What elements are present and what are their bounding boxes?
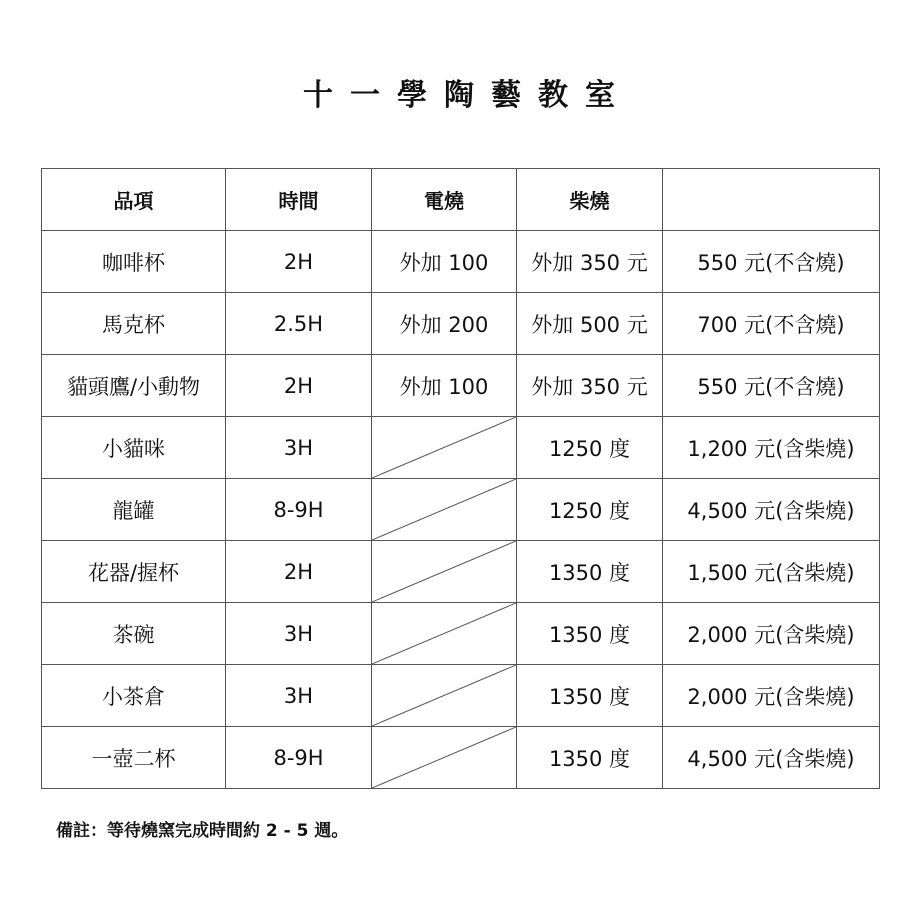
price-table — [41, 168, 880, 789]
cell-item: 小貓咪 — [42, 417, 226, 479]
cell-not-applicable — [372, 417, 517, 479]
cell-price: 700 元(不含燒) — [663, 293, 880, 355]
cell-wood-firing: 1350 度 — [517, 541, 663, 603]
table-row — [42, 355, 880, 417]
cell-item: 花器/握杯 — [42, 541, 226, 603]
cell-item: 一壺二杯 — [42, 727, 226, 789]
cell-time: 2H — [226, 355, 372, 417]
cell-not-applicable — [372, 603, 517, 665]
cell-price: 1,500 元(含柴燒) — [663, 541, 880, 603]
cell-price: 2,000 元(含柴燒) — [663, 603, 880, 665]
diagonal-slash-icon — [372, 417, 516, 478]
diagonal-slash-icon — [372, 665, 516, 726]
cell-item: 茶碗 — [42, 603, 226, 665]
cell-not-applicable — [372, 541, 517, 603]
cell-time: 8-9H — [226, 479, 372, 541]
table-row — [42, 665, 880, 727]
cell-item: 貓頭鷹/小動物 — [42, 355, 226, 417]
diagonal-slash-icon — [372, 603, 516, 664]
cell-price: 550 元(不含燒) — [663, 355, 880, 417]
table-row — [42, 231, 880, 293]
cell-not-applicable — [372, 479, 517, 541]
cell-item: 咖啡杯 — [42, 231, 226, 293]
header-wood-firing: 柴燒 — [517, 169, 663, 231]
table-row — [42, 293, 880, 355]
cell-price: 2,000 元(含柴燒) — [663, 665, 880, 727]
table-row — [42, 727, 880, 789]
diagonal-slash-icon — [372, 541, 516, 602]
cell-wood-firing: 1250 度 — [517, 479, 663, 541]
header-electric-firing: 電燒 — [372, 169, 517, 231]
cell-time: 8-9H — [226, 727, 372, 789]
cell-wood-firing: 1350 度 — [517, 727, 663, 789]
table-row — [42, 479, 880, 541]
diagonal-slash-icon — [372, 479, 516, 540]
cell-time: 3H — [226, 665, 372, 727]
cell-item: 馬克杯 — [42, 293, 226, 355]
cell-wood-firing: 外加 350 元 — [517, 231, 663, 293]
cell-time: 2.5H — [226, 293, 372, 355]
cell-not-applicable — [372, 727, 517, 789]
header-item: 品項 — [42, 169, 226, 231]
cell-time: 3H — [226, 603, 372, 665]
page-title: 十一學陶藝教室 — [303, 78, 632, 113]
table-row — [42, 541, 880, 603]
cell-price: 1,200 元(含柴燒) — [663, 417, 880, 479]
cell-wood-firing: 外加 350 元 — [517, 355, 663, 417]
cell-price: 4,500 元(含柴燒) — [663, 727, 880, 789]
cell-time: 3H — [226, 417, 372, 479]
cell-electric-firing: 外加 100 — [372, 355, 517, 417]
cell-time: 2H — [226, 231, 372, 293]
cell-item: 小茶倉 — [42, 665, 226, 727]
cell-not-applicable — [372, 665, 517, 727]
cell-wood-firing: 1250 度 — [517, 417, 663, 479]
cell-price: 4,500 元(含柴燒) — [663, 479, 880, 541]
cell-wood-firing: 外加 500 元 — [517, 293, 663, 355]
cell-price: 550 元(不含燒) — [663, 231, 880, 293]
table-row — [42, 603, 880, 665]
cell-time: 2H — [226, 541, 372, 603]
table-row — [42, 417, 880, 479]
cell-item: 龍罐 — [42, 479, 226, 541]
cell-wood-firing: 1350 度 — [517, 665, 663, 727]
header-price — [663, 169, 880, 231]
cell-wood-firing: 1350 度 — [517, 603, 663, 665]
cell-electric-firing: 外加 100 — [372, 231, 517, 293]
footnote: 備註：等待燒窯完成時間約 2 - 5 週。 — [56, 821, 349, 841]
table-header-row — [42, 169, 880, 231]
cell-electric-firing: 外加 200 — [372, 293, 517, 355]
header-time: 時間 — [226, 169, 372, 231]
diagonal-slash-icon — [372, 727, 516, 788]
